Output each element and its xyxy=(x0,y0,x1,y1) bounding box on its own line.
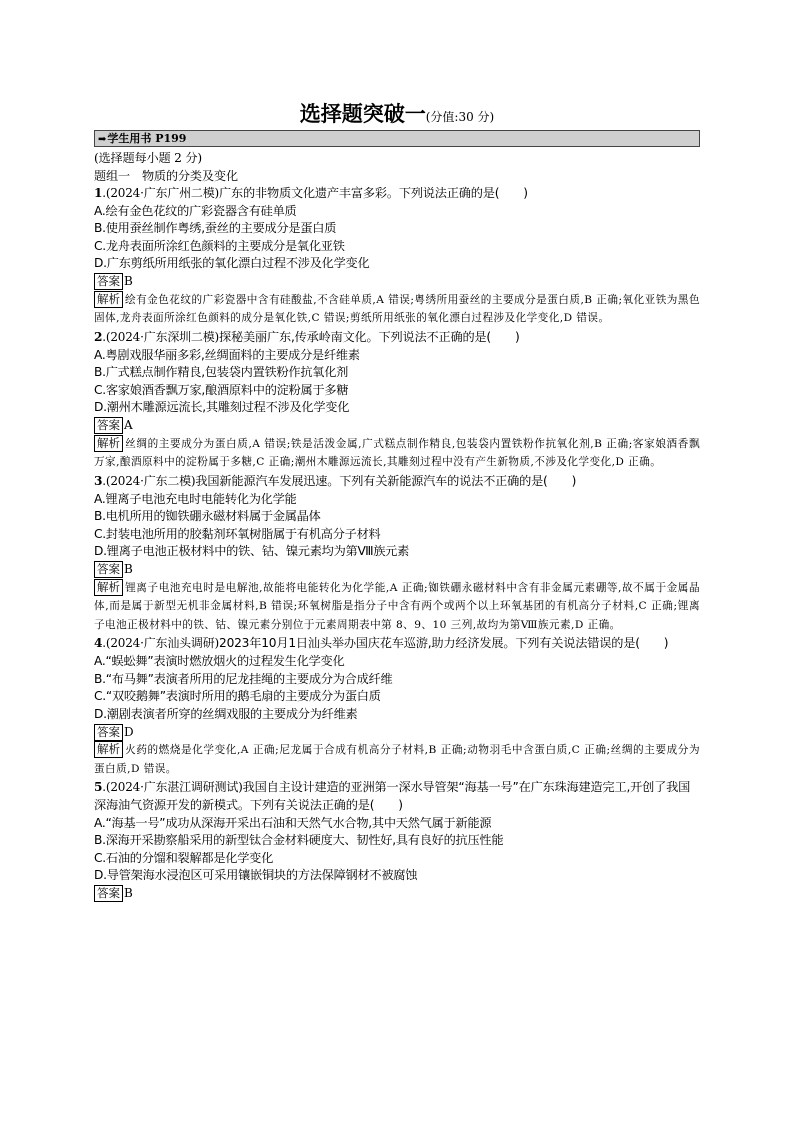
option-c: C.“双咬鹅舞”表演时所用的鹅毛扇的主要成分为蛋白质 xyxy=(94,689,381,704)
student-book-bar xyxy=(94,130,700,147)
document-page xyxy=(94,100,700,903)
question-number: 4 xyxy=(94,636,103,651)
option-b: B.广式糕点制作精良,包装袋内置铁粉作抗氧化剂 xyxy=(94,365,349,380)
analysis-block xyxy=(94,291,700,328)
question-number: 1 xyxy=(94,186,103,200)
analysis-text: 丝绸的主要成分为蛋白质,A 错误;铁是活泼金属,广式糕点制作精良,包装袋内置铁粉作抗氧化剂,B 正确;客家娘酒香飘万家,酿酒原料中的淀粉属于多糖,C 正确;潮州木雕源远流长,其雕刻过程中没有产生新物质,不涉及化学变化,D 正确。 xyxy=(94,437,700,469)
question-source: .(2024·广东湛江调研测试) xyxy=(102,780,243,795)
question-number: 3 xyxy=(94,473,103,488)
answer-value: A xyxy=(124,418,133,433)
question-stem xyxy=(94,635,700,653)
answer-label: 答案 xyxy=(94,561,123,578)
option-d: D.广东剪纸所用纸张的氧化漂白过程不涉及化学变化 xyxy=(94,256,370,271)
answer-value: B xyxy=(124,562,133,577)
option-c: C.石油的分馏和裂解都是化学变化 xyxy=(94,850,274,865)
analysis-text: 锂离子电池充电时是电解池,故能将电能转化为化学能,A 正确;铷铁硼永磁材料中含有非金属元素硼等,故不属于金属晶体,而是属于新型无机非金属材料,B 错误;环氧树脂是指分子中含有两个或两个以上环氧基团的有机高分子材料,C 正确;锂离子电池正极材料中的铁、钴、镍元素分别位于元素周期表中第 8、9、10 三列,故均为第Ⅷ族元素,D 正确。 xyxy=(94,581,700,631)
score-note: (分值:30 分) xyxy=(425,110,495,124)
question-stem xyxy=(94,329,700,347)
analysis-text: 火药的燃烧是化学变化,A 正确;尼龙属于合成有机高分子材料,B 正确;动物羽毛中含蛋白质,C 正确;丝绸的主要成分为蛋白质,D 错误。 xyxy=(94,744,700,775)
option-d: D.锂离子电池正极材料中的铁、钴、镍元素均为第Ⅷ族元素 xyxy=(94,544,410,559)
question-1 xyxy=(94,185,700,328)
answer-row xyxy=(94,561,700,579)
question-4 xyxy=(94,635,700,778)
page-title xyxy=(94,100,700,128)
answer-value: D xyxy=(124,724,134,739)
question-2 xyxy=(94,329,700,472)
answer-row xyxy=(94,417,700,435)
question-text: 探秘美丽广东,传承岭南文化。下列说法不正确的是( ) xyxy=(219,329,520,344)
analysis-label: 解析 xyxy=(94,579,123,596)
option-a: A.粤剧戏服华丽多彩,丝绸面料的主要成分是纤维素 xyxy=(94,347,360,362)
question-stem xyxy=(94,473,700,491)
question-text: 我国新能源汽车发展迅速。下列有关新能源汽车的说法不正确的是( ) xyxy=(195,473,577,488)
option-a: A.“蜈蚣舞”表演时燃放烟火的过程发生化学变化 xyxy=(94,654,345,668)
option-b: B.电机所用的铷铁硼永磁材料属于金属晶体 xyxy=(94,509,321,524)
answer-row xyxy=(94,273,700,291)
option-a: A.锂离子电池充电时电能转化为化学能 xyxy=(94,491,297,506)
question-source: .(2024·广东深圳二模) xyxy=(102,329,220,344)
question-stem xyxy=(94,779,700,814)
option-d: D.潮剧表演者所穿的丝绸戏服的主要成分为纤维素 xyxy=(94,706,358,721)
question-stem xyxy=(94,185,700,203)
answer-label: 答案 xyxy=(94,724,123,741)
analysis-block xyxy=(94,741,700,778)
arrow-right-icon: ➡ xyxy=(98,134,107,145)
title-text: 选择题突破一 xyxy=(299,102,426,126)
answer-value: B xyxy=(124,274,133,289)
question-source: .(2024·广东二模) xyxy=(102,473,196,488)
question-source: .(2024·广东汕头调研) xyxy=(102,636,220,651)
group-title: 题组一 物质的分类及变化 xyxy=(94,169,238,183)
question-number: 5 xyxy=(94,780,103,795)
question-source: .(2024·广东广州二模) xyxy=(102,186,220,200)
analysis-label: 解析 xyxy=(94,435,123,452)
question-text: 2023年10月1日汕头举办国庆花车巡游,助力经济发展。下列有关说法错误的是( ) xyxy=(219,636,669,651)
option-c: C.封装电池所用的胶黏剂环氧树脂属于有机高分子材料 xyxy=(94,526,381,541)
option-b: B.深海开采勘察船采用的新型钛合金材料硬度大、韧性好,具有良好的抗压性能 xyxy=(94,833,504,848)
question-text: 广东的非物质文化遗产丰富多彩。下列说法正确的是( ) xyxy=(219,186,528,200)
student-book-ref: 学生用书 P199 xyxy=(107,132,187,145)
option-a: A.绘有金色花纹的广彩瓷器含有硅单质 xyxy=(94,203,297,218)
question-3 xyxy=(94,473,700,634)
answer-label: 答案 xyxy=(94,273,123,290)
option-c: C.客家娘酒香飘万家,酿酒原料中的淀粉属于多糖 xyxy=(94,382,349,397)
option-d: D.潮州木雕源远流长,其雕刻过程不涉及化学变化 xyxy=(94,400,350,415)
analysis-block xyxy=(94,579,700,635)
question-number: 2 xyxy=(94,329,103,344)
analysis-block xyxy=(94,435,700,472)
option-b: B.“布马舞”表演者所用的尼龙挂绳的主要成分为合成纤维 xyxy=(94,671,393,686)
analysis-label: 解析 xyxy=(94,291,123,308)
option-a: A.“海基一号”成功从深海开采出石油和天然气水合物,其中天然气属于新能源 xyxy=(94,815,492,830)
option-d: D.导管架海水浸泡区可采用镶嵌铜块的方法保障钢材不被腐蚀 xyxy=(94,868,418,883)
analysis-text: 绘有金色花纹的广彩瓷器中含有硅酸盐,不含硅单质,A 错误;粤绣所用蚕丝的主要成分是蛋白质,B 正确;氧化亚铁为黑色固体,龙舟表面所涂红色颜料的成分是氧化铁,C 错误;剪纸所用纸张的氧化漂白过程涉及化学变化,D 错误。 xyxy=(94,293,700,325)
answer-label: 答案 xyxy=(94,885,123,902)
option-c: C.龙舟表面所涂红色颜料的主要成分是氧化亚铁 xyxy=(94,238,345,253)
option-b: B.使用蚕丝制作粤绣,蚕丝的主要成分是蛋白质 xyxy=(94,221,337,236)
question-5 xyxy=(94,779,700,903)
answer-label: 答案 xyxy=(94,417,123,434)
intro-note: (选择题每小题 2 分) xyxy=(94,151,202,165)
analysis-label: 解析 xyxy=(94,741,123,758)
answer-value: B xyxy=(124,886,133,901)
answer-row xyxy=(94,723,700,741)
question-text: 我国自主设计建造的亚洲第一深水导管架“海基一号”在广东珠海建造完工,开创了我国深海油气资源开发的新模式。下列有关说法正确的是( ) xyxy=(94,780,691,812)
answer-row xyxy=(94,885,700,903)
